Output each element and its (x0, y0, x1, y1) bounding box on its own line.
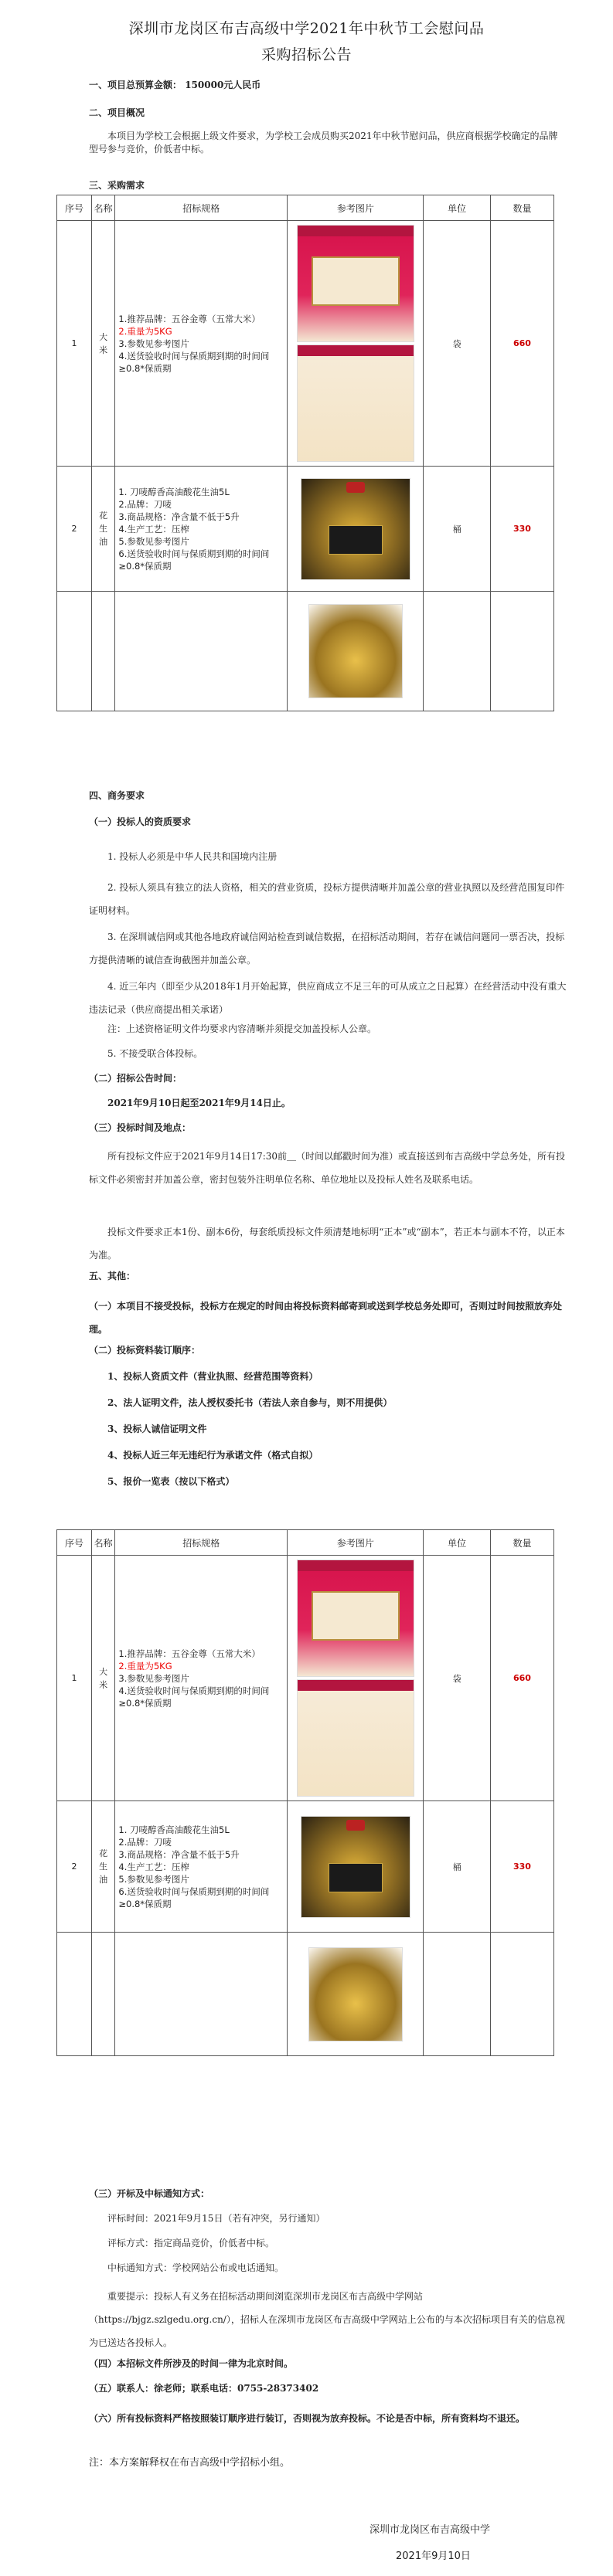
spec-line: 1. 刀唛醇香高油酸花生油5L (118, 1824, 230, 1835)
sec4-p1-note: 注：上述资格证明文件均要求内容清晰并须提交加盖投标人公章。 (107, 1023, 377, 1034)
notify-line: 重要提示：投标人有义务在招标活动期间浏览深圳市龙岗区布吉高级中学网站（https://bjgz.szlgedu.org.cn/），招标人在深圳市龙岗区布吉高级中学网站上公布的与本次招标项目有关的信息视为已送达各投标人。 (89, 2291, 565, 2348)
spec-line: 4.送货验收时间与保质期到期的时间间≥0.8*保质期 (118, 350, 270, 374)
table-header-row (57, 1530, 554, 1556)
rice-box-image (297, 1679, 414, 1797)
row-unit: 桶 (424, 467, 491, 592)
row-spec (115, 1801, 288, 1933)
row-no: 2 (57, 467, 92, 592)
notify-line: 评标方式：指定商品竞价，价低者中标。 (107, 2238, 275, 2248)
row-no: 2 (57, 1801, 92, 1933)
binding-item: 3、投标人诚信证明文件 (107, 1424, 207, 1434)
header-unit: 单位 (424, 1530, 491, 1556)
spec-line: 3.参数见参考图片 (118, 1672, 189, 1684)
spec-line: 4.生产工艺：压榨 (118, 523, 189, 535)
rice-bag-image (297, 225, 414, 342)
header-pic: 参考图片 (288, 1530, 424, 1556)
row-unit: 袋 (424, 221, 491, 467)
sec4-p3-title: （三）投标时间及地点： (89, 1122, 192, 1133)
header-pic: 参考图片 (288, 195, 424, 221)
row-unit: 桶 (424, 1801, 491, 1933)
sec4-p1-5: 5. 不接受联合体投标。 (107, 1048, 203, 1059)
spec-line: 4.送货验收时间与保质期到期的时间间≥0.8*保质期 (118, 1685, 270, 1709)
oil-bottle-image (301, 478, 410, 580)
budget-amount: 150000元人民币 (185, 80, 261, 90)
spec-line: 6.送货验收时间与保质期到期的时间间≥0.8*保质期 (118, 548, 270, 572)
header-spec: 招标规格 (115, 195, 288, 221)
header-no: 序号 (57, 1530, 92, 1556)
spec-line: 3.商品规格：净含量不低于5升 (118, 511, 240, 522)
procurement-table-2 (56, 1529, 554, 2056)
table-header-row (57, 195, 554, 221)
spec-line: 2.重量为5KG (118, 1660, 172, 1672)
sec5-heading: 五、其他： (89, 1271, 136, 1281)
row-spec (115, 467, 288, 592)
budget-label: 一、项目总预算金额： (89, 80, 182, 90)
rice-bag-image (297, 1560, 414, 1677)
row-qty: 660 (490, 1556, 553, 1801)
header-qty: 数量 (490, 1530, 553, 1556)
sec3-heading: 三、采购需求 (89, 180, 145, 191)
binding-note: （六）所有投标资料严格按照装订顺序进行装订，否则视为放弃投标。不论是否中标，所有资料均不退还。 (89, 2413, 526, 2424)
doc-subtitle: 采购招标公告 (261, 46, 352, 63)
notify-line: 中标通知方式：学校网站公布或电话通知。 (107, 2262, 284, 2273)
spec-line: 1.推荐品牌：五谷金尊（五常大米） (118, 1648, 261, 1659)
spec-line: 1. 刀唛醇香高油酸花生油5L (118, 486, 230, 497)
spec-line: 2.重量为5KG (118, 325, 172, 337)
binding-item: 1、投标人资质文件（营业执照、经营范围等资料） (107, 1371, 318, 1382)
row-pic (288, 1801, 424, 1933)
time-note: （四）本招标文件所涉及的时间一律为北京时间。 (89, 2358, 294, 2369)
sec4-p3b: 投标文件要求正本1份、副本6份，每套纸质投标文件须清楚地标明“正本”或“副本”，若正本与副本不符，以正本为准。 (89, 1227, 565, 1261)
row-no: 1 (57, 221, 92, 467)
sec4-p3: 所有投标文件应于2021年9月14日17:30前＿（时间以邮戳时间为准）或直接送到布吉高级中学总务处，所有投标文件必须密封并加盖公章，密封包装外注明单位名称、单位地址以及投标人姓名及联系电话。 (89, 1151, 566, 1185)
notify-title: （三）开标及中标通知方式： (89, 2188, 210, 2199)
table-row (57, 592, 554, 711)
sec4-p2-title: （二）招标公告时间： (89, 1073, 182, 1084)
sec2-heading: 二、项目概况 (89, 107, 145, 118)
notify-line: 评标时间：2021年9月15日（若有冲突，另行通知） (107, 2213, 325, 2224)
row-pic (288, 221, 424, 467)
row-qty: 660 (490, 221, 553, 467)
oil-bottle-image (308, 1947, 403, 2041)
spec-line: 3.参数见参考图片 (118, 338, 189, 349)
sec5-p1: （一）本项目不接受投标，投标方在规定的时间由将投标资料邮寄到或送到学校总务处即可，否则过时间按照放弃处理。 (89, 1301, 563, 1335)
spec-line: 2.品牌：刀唛 (118, 498, 172, 510)
interpretation-note: 注：本方案解释权在布吉高级中学招标小组。 (89, 2457, 291, 2469)
sec4-heading: 四、商务要求 (89, 790, 145, 801)
row-qty: 330 (490, 1801, 553, 1933)
header-spec: 招标规格 (115, 1530, 288, 1556)
header-name: 名称 (91, 195, 114, 221)
row-spec (115, 1556, 288, 1801)
footer-org: 深圳市龙岗区布吉高级中学 (370, 2524, 491, 2536)
table-row (57, 1556, 554, 1801)
table-row (57, 1933, 554, 2056)
sec4-p1-title: （一）投标人的资质要求 (89, 816, 192, 827)
row-name: 花生油 (99, 511, 108, 547)
row-pic (288, 1556, 424, 1801)
sec4-p1-1: 1. 投标人必须是中华人民共和国境内注册 (107, 851, 278, 862)
row-name: 大米 (99, 331, 108, 355)
row-qty: 330 (490, 467, 553, 592)
row-pic (288, 467, 424, 592)
row-unit: 袋 (424, 1556, 491, 1801)
procurement-table-1 (56, 195, 554, 711)
sec5-p2-title: （二）投标资料装订顺序： (89, 1345, 201, 1356)
budget-line (89, 79, 567, 92)
header-qty: 数量 (490, 195, 553, 221)
sec2-text: 本项目为学校工会根据上级文件要求，为学校工会成员购买2021年中秋节慰问品，供应商根据学校确定的品牌型号参与竞价，价低者中标。 (89, 131, 558, 154)
spec-line: 4.生产工艺：压榨 (118, 1861, 189, 1872)
binding-item: 2、法人证明文件，法人授权委托书（若法人亲自参与，则不用提供） (107, 1397, 393, 1408)
spec-line: 5.参数见参考图片 (118, 1873, 189, 1885)
doc-title: 深圳市龙岗区布吉高级中学2021年中秋节工会慰问品 (128, 20, 485, 37)
contact-line: （五）联系人：徐老师；联系电话：0755-28373402 (89, 2383, 319, 2394)
row-no: 1 (57, 1556, 92, 1801)
table-row (57, 221, 554, 467)
binding-item: 4、投标人近三年无违纪行为承诺文件（格式自拟） (107, 1450, 318, 1461)
sec4-p2: 2021年9月10日起至2021年9月14日止。 (107, 1098, 291, 1108)
sec4-p1-3: 3. 在深圳诚信网或其他各地政府诚信网站检查到诚信数据，在招标活动期间，若存在诚信问题同一票否决，投标方提供清晰的诚信查询截图并加盖公章。 (89, 932, 565, 966)
table-row (57, 1801, 554, 1933)
row-name: 花生油 (99, 1848, 108, 1885)
row-spec (115, 221, 288, 467)
row-name: 大米 (99, 1666, 108, 1690)
header-name: 名称 (91, 1530, 114, 1556)
spec-line: 2.品牌：刀唛 (118, 1836, 172, 1848)
spec-line: 1.推荐品牌：五谷金尊（五常大米） (118, 313, 261, 324)
spec-line: 6.送货验收时间与保质期到期的时间间≥0.8*保质期 (118, 1885, 270, 1909)
spec-line: 5.参数见参考图片 (118, 535, 189, 547)
table-row (57, 467, 554, 592)
rice-box-image (297, 344, 414, 462)
oil-bottle-image (301, 1816, 410, 1918)
header-no: 序号 (57, 195, 92, 221)
oil-bottle-image (308, 604, 403, 698)
footer-date: 2021年9月10日 (396, 2551, 471, 2562)
sec4-p1-4: 4. 近三年内（即至少从2018年1月开始起算，供应商成立不足三年的可从成立之日起算）在经营活动中没有重大违法记录（供应商提出相关承诺） (89, 981, 567, 1015)
sec4-p1-2: 2. 投标人须具有独立的法人资格，相关的营业资质，投标方提供清晰并加盖公章的营业执照以及经营范围复印件证明材料。 (89, 882, 565, 916)
header-unit: 单位 (424, 195, 491, 221)
spec-line: 3.商品规格：净含量不低于5升 (118, 1848, 240, 1860)
binding-item: 5、报价一览表（按以下格式） (107, 1476, 235, 1487)
